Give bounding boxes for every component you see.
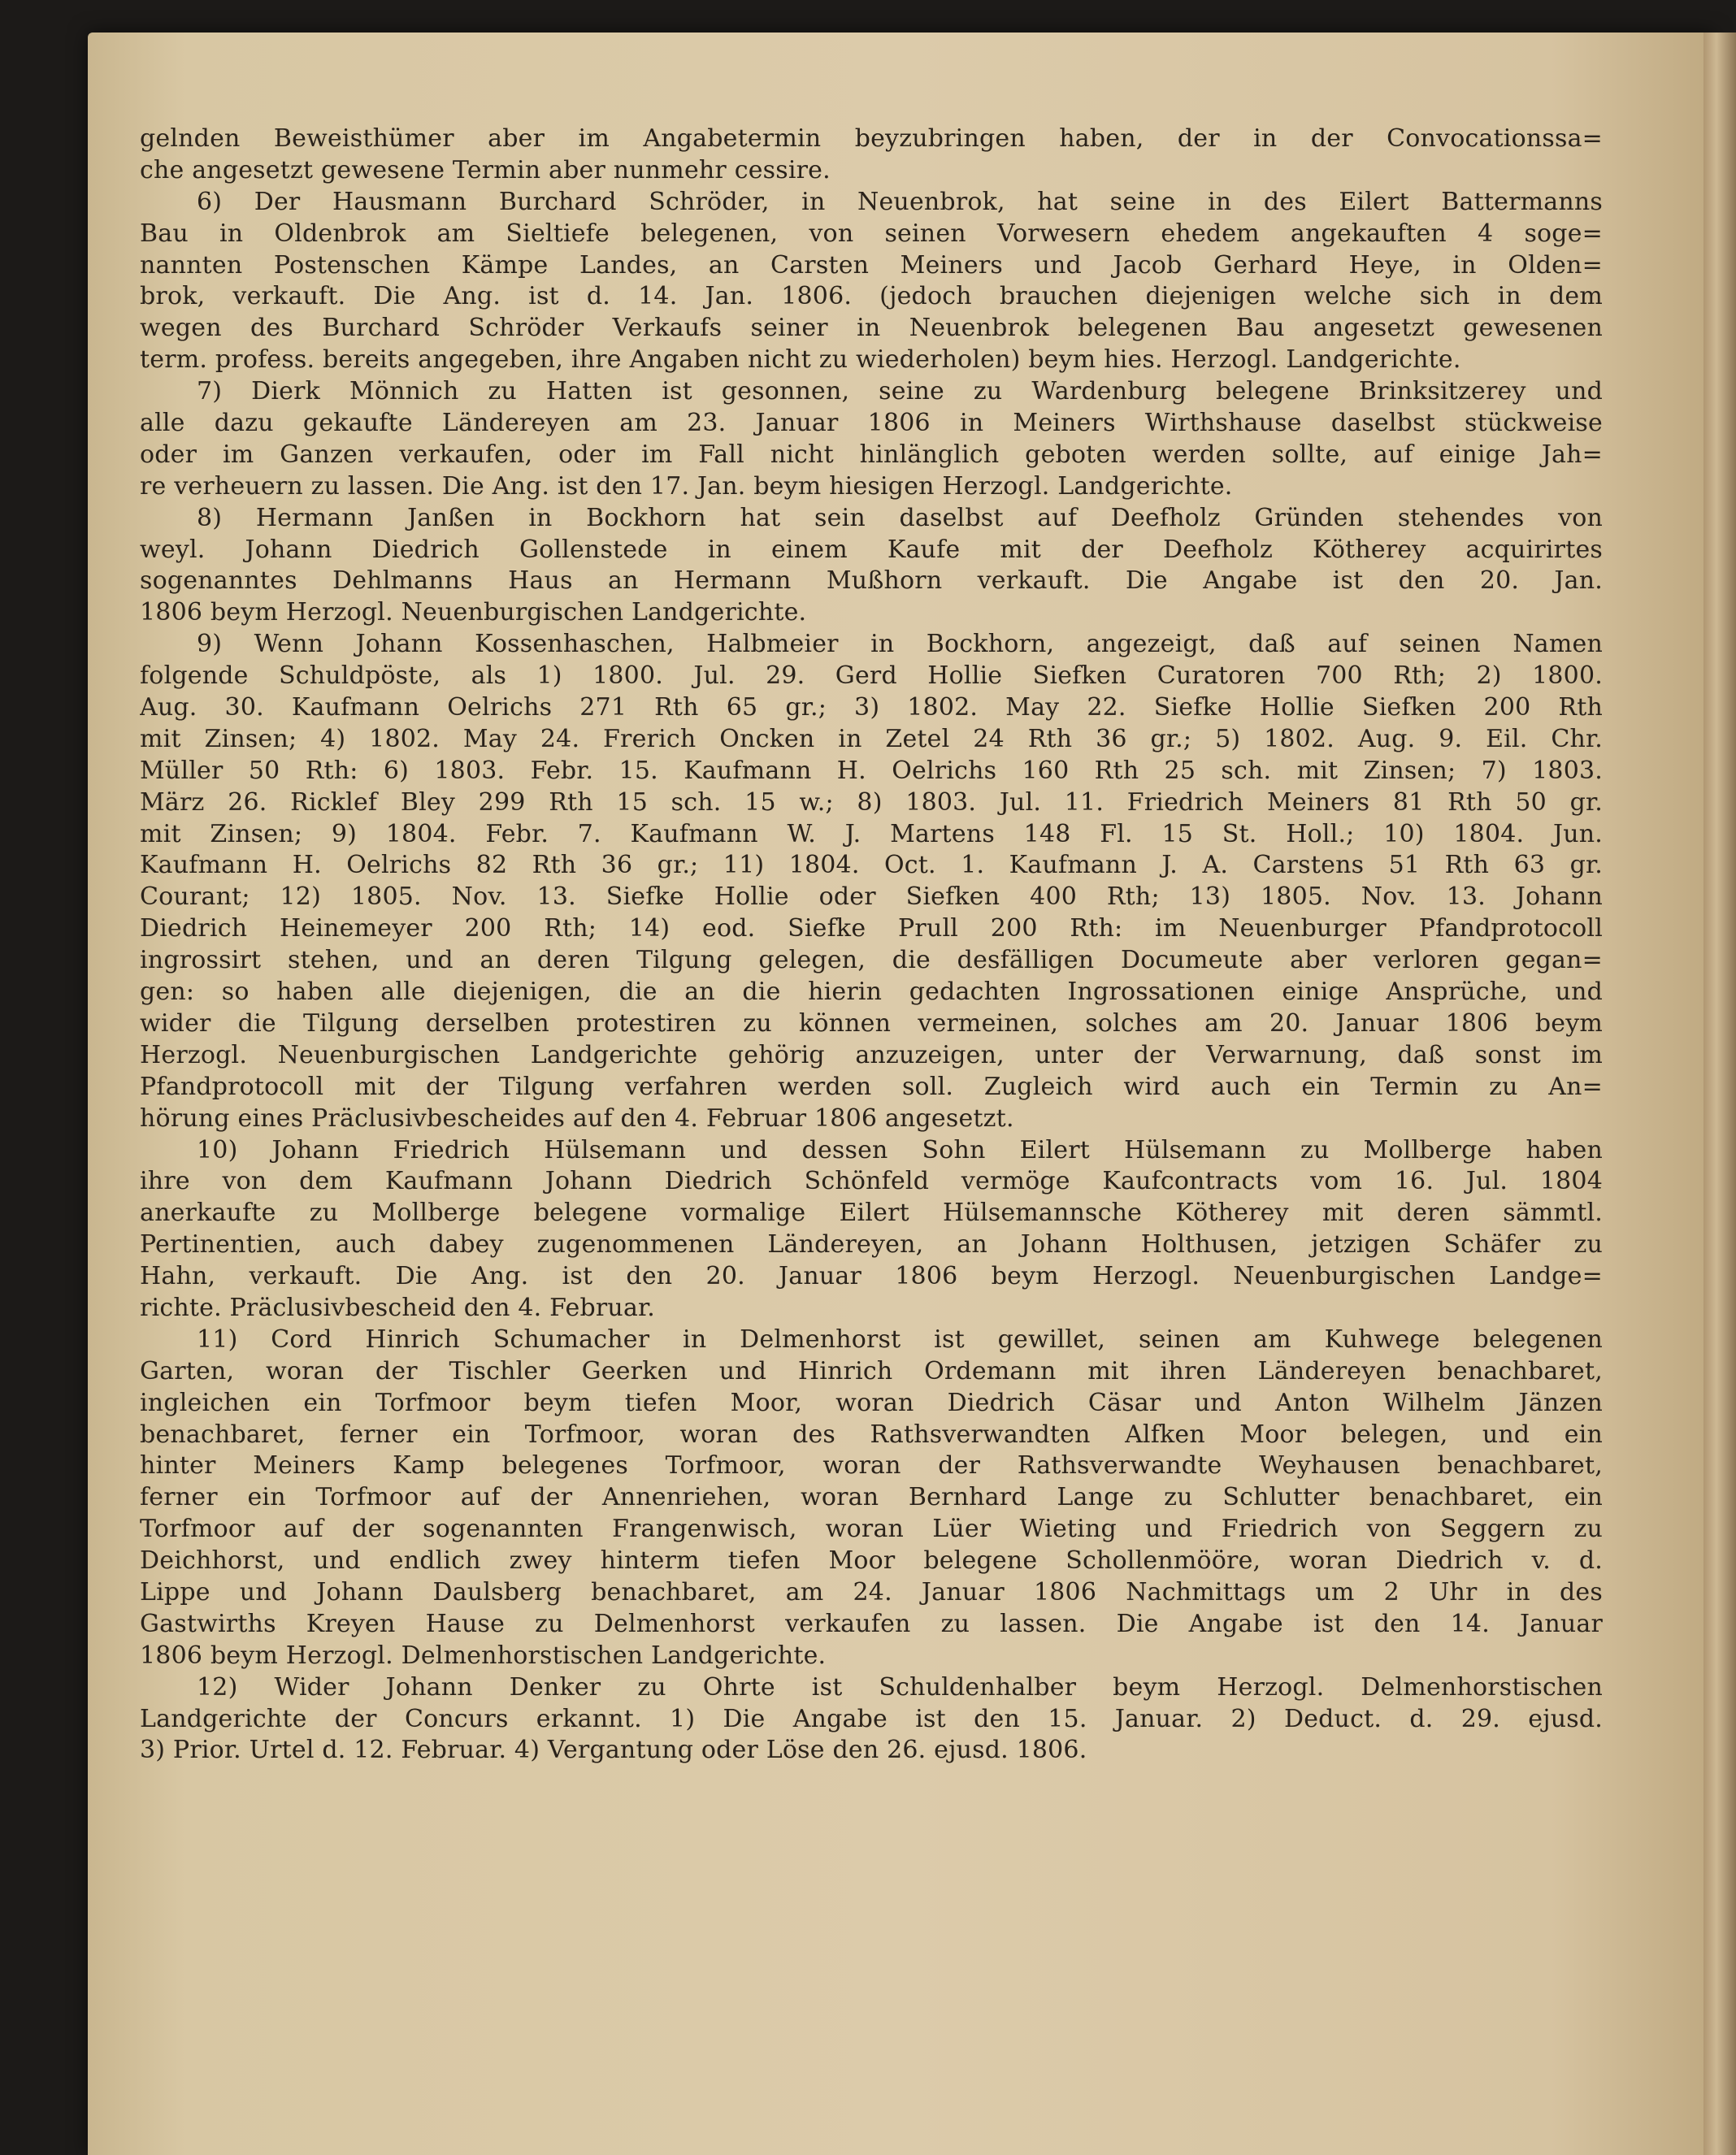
text-line: Kaufmann H. Oelrichs 82 Rth 36 gr.; 11) 1804. Oct. 1. Kaufmann J. A. Carstens 51 Rth 63 gr. (140, 851, 1603, 880)
text-line: Diedrich Heinemeyer 200 Rth; 14) eod. Siefke Prull 200 Rth: im Neuenburger Pfandprotocoll (140, 914, 1603, 943)
text-line: wider die Tilgung derselben protestiren zu können vermeinen, solches am 20. Januar 1806 beym (140, 1008, 1603, 1038)
text-line: term. profess. bereits angegeben, ihre Angaben nicht zu wiederholen) beym hies. Herzogl. Landgerichte. (140, 345, 1461, 375)
text-line: weyl. Johann Diedrich Gollenstede in einem Kaufe mit der Deefholz Kötherey acquirirtes (140, 535, 1603, 564)
text-line: gelnden Beweisthümer aber im Angabetermin beyzubringen haben, der in der Convocationssa= (140, 124, 1603, 153)
text-line: 7) Dierk Mönnich zu Hatten ist gesonnen, seine zu Wardenburg belegene Brinksitzerey und (197, 377, 1603, 406)
text-line: Deichhorst, und endlich zwey hinterm tiefen Moor belegene Schollenmööre, woran Diedrich v. d. (140, 1546, 1603, 1576)
text-line: Pertinentien, auch dabey zugenommenen Ländereyen, an Johann Holthusen, jetzigen Schäfer zu (140, 1230, 1603, 1260)
text-line: wegen des Burchard Schröder Verkaufs seiner in Neuenbrok belegenen Bau angesetzt gewesenen (140, 314, 1603, 343)
text-line: 9) Wenn Johann Kossenhaschen, Halbmeier in Bockhorn, angezeigt, daß auf seinen Namen (197, 630, 1603, 659)
text-line: 12) Wider Johann Denker zu Ohrte ist Schuldenhalber beym Herzogl. Delmenhorstischen (197, 1672, 1603, 1702)
text-line: ferner ein Torfmoor auf der Annenriehen, woran Bernhard Lange zu Schlutter benachbaret, ein (140, 1483, 1603, 1512)
text-line: benachbaret, ferner ein Torfmoor, woran des Rathsverwandten Alfken Moor belegen, und ein (140, 1420, 1603, 1449)
text-line: Torfmoor auf der sogenannten Frangenwisch, woran Lüer Wieting und Friedrich von Seggern zu (140, 1515, 1603, 1544)
text-line: 1806 beym Herzogl. Neuenburgischen Landgerichte. (140, 598, 807, 627)
text-line: oder im Ganzen verkaufen, oder im Fall nicht hinlänglich geboten werden sollte, auf einige Jah= (140, 440, 1603, 469)
text-line: Hahn, verkauft. Die Ang. ist den 20. Januar 1806 beym Herzogl. Neuenburgischen Landge= (140, 1262, 1603, 1291)
text-line: 11) Cord Hinrich Schumacher in Delmenhorst ist gewillet, seinen am Kuhwege belegenen (197, 1325, 1603, 1354)
text-line: Garten, woran der Tischler Geerken und Hinrich Ordemann mit ihren Ländereyen benachbaret, (140, 1356, 1603, 1385)
text-line: Herzogl. Neuenburgischen Landgerichte gehörig anzuzeigen, unter der Verwarnung, daß sonst im (140, 1040, 1603, 1069)
text-line: folgende Schuldpöste, als 1) 1800. Jul. 29. Gerd Hollie Siefken Curatoren 700 Rth; 2) 1800. (140, 661, 1603, 691)
text-line: sogenanntes Dehlmanns Haus an Hermann Mußhorn verkauft. Die Angabe ist den 20. Jan. (140, 566, 1603, 596)
text-line: richte. Präclusivbescheid den 4. Februar. (140, 1293, 656, 1322)
text-line: alle dazu gekaufte Ländereyen am 23. Januar 1806 in Meiners Wirthshause daselbst stückweise (140, 409, 1603, 438)
text-line: Müller 50 Rth: 6) 1803. Febr. 15. Kaufmann H. Oelrichs 160 Rth 25 sch. mit Zinsen; 7) 1803. (140, 756, 1603, 785)
text-line: hörung eines Präclusivbescheides auf den 4. Februar 1806 angesetzt. (140, 1104, 1014, 1133)
text-line: Courant; 12) 1805. Nov. 13. Siefke Hollie oder Siefken 400 Rth; 13) 1805. Nov. 13. Johann (140, 882, 1603, 912)
text-line: anerkaufte zu Mollberge belegene vormalige Eilert Hülsemannsche Kötherey mit deren sämmtl. (140, 1199, 1603, 1228)
text-line: Aug. 30. Kaufmann Oelrichs 271 Rth 65 gr.; 3) 1802. May 22. Siefke Hollie Siefken 200 Rth (140, 693, 1603, 722)
page-edge (1703, 33, 1736, 2155)
text-line: gen: so haben alle diejenigen, die an die hierin gedachten Ingrossationen einige Ansprüche, und (140, 978, 1603, 1007)
text-line: hinter Meiners Kamp belegenes Torfmoor, woran der Rathsverwandte Weyhausen benachbaret, (140, 1451, 1603, 1481)
text-line: brok, verkauft. Die Ang. ist d. 14. Jan. 1806. (jedoch brauchen diejenigen welche sich in dem (140, 282, 1603, 311)
text-line: ingrossirt stehen, und an deren Tilgung gelegen, die desfälligen Documeute aber verloren gegan= (140, 946, 1603, 975)
text-line: Landgerichte der Concurs erkannt. 1) Die Angabe ist den 15. Januar. 2) Deduct. d. 29. ejusd. (140, 1704, 1603, 1733)
text-line: 1806 beym Herzogl. Delmenhorstischen Landgerichte. (140, 1641, 827, 1670)
page-text-block (140, 124, 1603, 2009)
text-line: 6) Der Hausmann Burchard Schröder, in Neuenbrok, hat seine in des Eilert Battermanns (197, 187, 1603, 216)
text-line: Lippe und Johann Daulsberg benachbaret, am 24. Januar 1806 Nachmittags um 2 Uhr in des (140, 1577, 1603, 1606)
text-line: mit Zinsen; 4) 1802. May 24. Frerich Oncken in Zetel 24 Rth 36 gr.; 5) 1802. Aug. 9. Eil. Chr. (140, 724, 1603, 753)
text-line: 3) Prior. Urtel d. 12. Februar. 4) Vergantung oder Löse den 26. ejusd. 1806. (140, 1736, 1087, 1765)
text-line: ihre von dem Kaufmann Johann Diedrich Schönfeld vermöge Kaufcontracts vom 16. Jul. 1804 (140, 1167, 1603, 1196)
text-line: mit Zinsen; 9) 1804. Febr. 7. Kaufmann W. J. Martens 148 Fl. 15 St. Holl.; 10) 1804. Jun. (140, 819, 1603, 848)
text-line: März 26. Ricklef Bley 299 Rth 15 sch. 15 w.; 8) 1803. Jul. 11. Friedrich Meiners 81 Rth 50 gr. (140, 787, 1603, 817)
text-line: Pfandprotocoll mit der Tilgung verfahren werden soll. Zugleich wird auch ein Termin zu An= (140, 1072, 1603, 1101)
text-line: nannten Postenschen Kämpe Landes, an Carsten Meiners und Jacob Gerhard Heye, in Olden= (140, 250, 1603, 280)
text-line: 8) Hermann Janßen in Bockhorn hat sein daselbst auf Deefholz Gründen stehendes von (197, 503, 1603, 532)
text-line: che angesetzt gewesene Termin aber nunmehr cessire. (140, 155, 831, 184)
text-line: 10) Johann Friedrich Hülsemann und dessen Sohn Eilert Hülsemann zu Mollberge haben (197, 1135, 1603, 1164)
text-line: Bau in Oldenbrok am Sieltiefe belegenen, von seinen Vorwesern ehedem angekauften 4 soge= (140, 219, 1603, 248)
text-line: ingleichen ein Torfmoor beym tiefen Moor, woran Diedrich Cäsar und Anton Wilhelm Jänzen (140, 1388, 1603, 1417)
text-line: re verheuern zu lassen. Die Ang. ist den 17. Jan. beym hiesigen Herzogl. Landgerichte. (140, 471, 1233, 501)
text-line: Gastwirths Kreyen Hause zu Delmenhorst verkaufen zu lassen. Die Angabe ist den 14. Januar (140, 1609, 1603, 1638)
